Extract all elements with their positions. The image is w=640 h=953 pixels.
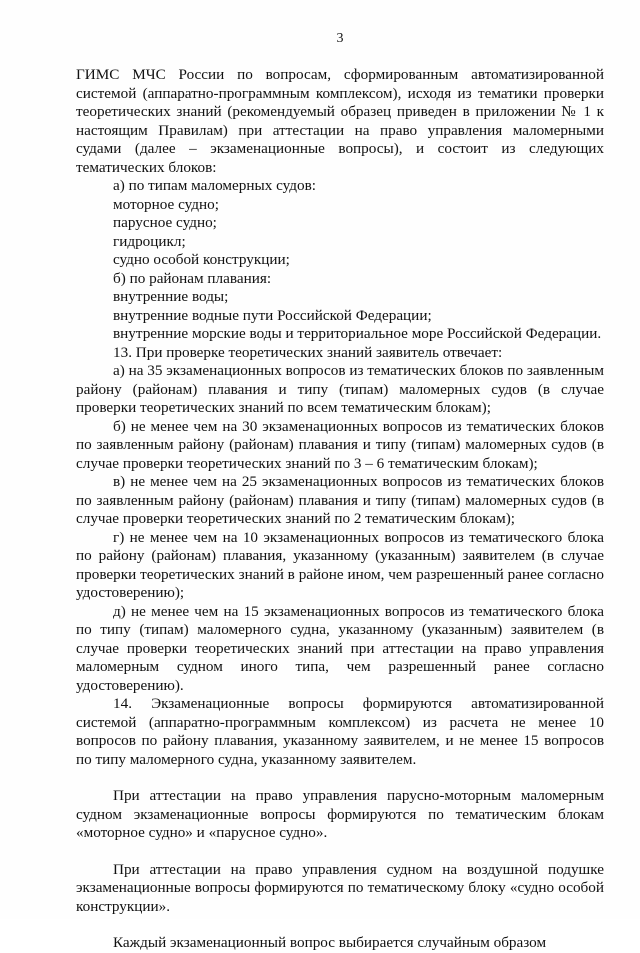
list-heading-navigation-areas: б) по районам плавания: (113, 269, 272, 287)
section-14-random-selection: Каждый экзаменационный вопрос выбирается случайным образом (113, 934, 547, 951)
list-item-inland-waterways: внутренние водные пути Российской Федерации; (113, 306, 432, 324)
list-heading-vessel-types: а) по типам маломерных судов: (113, 177, 316, 194)
section-14-hovercraft: При аттестации на право управления судном на воздушной подушке экзаменационные вопросы формируются по тематическому блоку «судно особой конструкции». (76, 860, 604, 915)
section-13-item-d: д) не менее чем на 15 экзаменационных вопросов из тематического блока по типу (типам) маломерного судна, указанному (указанным) заявителем (в случае проверки теоретических знаний при аттестации на право управления маломерным судном иного типа, чем разрешенный ранее согласно удостоверению). (76, 602, 604, 694)
page-number: 3 (336, 31, 344, 46)
section-13-item-g: г) не менее чем на 10 экзаменационных вопросов из тематического блока по району (районам) плавания, указанному (указанным) заявителем (в случае проверки теоретических знаний в районе ином, чем разрешенный ранее согласно удостоверению); (76, 528, 604, 601)
section-13-item-v: в) не менее чем на 25 экзаменационных вопросов из тематических блоков по заявленным району (районам) плавания и типу (типам) маломерных судов (в случае проверки теоретических знаний по 2 тематическим блокам); (76, 473, 604, 527)
section-14-sail-motor: При аттестации на право управления парусно-моторным маломерным судном экзаменационные вопросы формируются по тематическим блокам «моторное судно» и «парусное судно». (76, 787, 604, 841)
section-14-paragraph: 14. Экзаменационные вопросы формируются автоматизированной системой (аппаратно-программным комплексом) из расчета не менее 10 вопросов по району плавания, указанному заявителем, и не менее 15 вопросов по типу маломерного судна, указанному заявителем. (76, 695, 604, 768)
section-13-item-b: б) не менее чем на 30 экзаменационных вопросов из тематических блоков по заявленным району (районам) плавания и типу (типам) маломерных судов (в случае проверки теоретических знаний по 3 – 6 тематическим блокам); (76, 417, 604, 472)
list-item-motor-vessel: моторное судно; (113, 195, 219, 213)
list-item-special-vessel: судно особой конструкции; (113, 251, 290, 268)
document-body (76, 66, 604, 953)
section-13-item-a: а) на 35 экзаменационных вопросов из тематических блоков по заявленным району (районам) плавания и типу (типам) маломерных судов (в случае проверки теоретических знаний по всем тематическим блокам); (76, 362, 604, 416)
list-item-jet-ski: гидроцикл; (113, 232, 186, 250)
list-item-sailing-vessel: парусное судно; (113, 214, 217, 231)
list-item-sea-waters: внутренние морские воды и территориальное море Российской Федерации. (113, 325, 602, 342)
section-13-heading: 13. При проверке теоретических знаний заявитель отвечает: (113, 343, 503, 361)
paragraph-intro: ГИМС МЧС России по вопросам, сформированным автоматизированной системой (аппаратно-программным комплексом), исходя из тематики проверки теоретических знаний (рекомендуемый образец приведен в приложении № 1 к настоящим Правилам) при аттестации на право управления маломерными судами (далее – экзаменационные вопросы), и состоит из следующих тематических блоков: (76, 66, 604, 176)
list-item-inland-waters: внутренние воды; (113, 288, 229, 305)
